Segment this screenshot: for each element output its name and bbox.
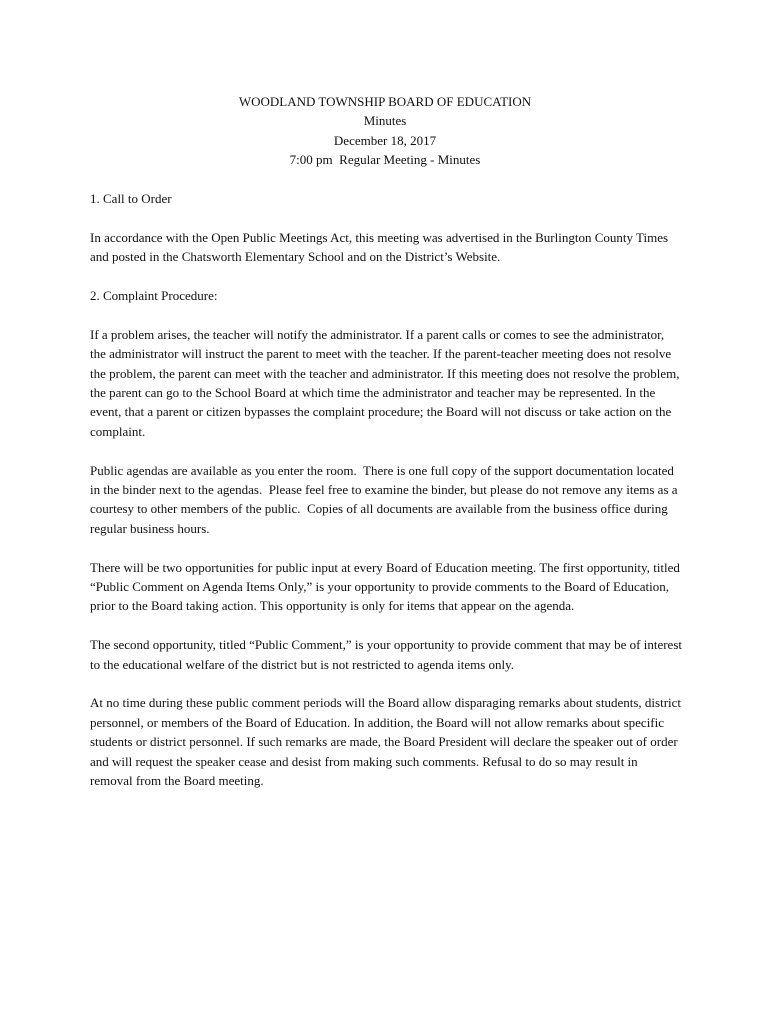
meeting-title: 7:00 pm Regular Meeting - Minutes bbox=[289, 152, 481, 168]
public-agendas-paragraph: Public agendas are available as you enter the room. There is one full copy of the support documentation located in the binder next to the agendas. Please feel free to examine the binder, but please do not remove any items as a courtesy to other members of the public. Copies of all documents are available from the business office during regular business hours. bbox=[90, 462, 681, 536]
disparaging-remarks-paragraph: At no time during these public comment periods will the Board allow disparaging remarks about students, district personnel, or members of the Board of Education. In addition, the Board will not allow remarks about specific students or district personnel. If such remarks are made, the Board President will declare the speaker out of order and will request the speaker cease and desist from making such comments. Refusal to do so may result in removal from the Board meeting. bbox=[90, 695, 682, 789]
meeting-date: December 18, 2017 bbox=[333, 132, 437, 148]
public-input-paragraph: There will be two opportunities for public input at every Board of Education meeting. The first opportunity, titled “Public Comment on Agenda Items Only,” is your opportunity to provide comments to the Board of Education, prior to the Board taking action. This opportunity is only for items that appear on the agenda. bbox=[90, 559, 680, 614]
organization-title: WOODLAND TOWNSHIP BOARD OF EDUCATION bbox=[238, 94, 532, 109]
document-header bbox=[90, 92, 680, 170]
call-to-order-paragraph: In accordance with the Open Public Meetings Act, this meeting was advertised in the Burlington County Times and posted in the Chatsworth Elementary School and on the District’s Website. bbox=[90, 229, 669, 265]
complaint-procedure-paragraph: If a problem arises, the teacher will notify the administrator. If a parent calls or comes to see the administrator, the administrator will instruct the parent to meet with the teacher. If the parent-teacher meeting does not resolve the problem, the parent can meet with the teacher and administrator. If this meeting does not resolve the problem, the parent can go to the School Board at which time the administrator and teacher may be represented. In the event, that a parent or citizen bypasses the complaint procedure; the Board will not discuss or take action on the complaint. bbox=[90, 326, 680, 439]
document-body bbox=[90, 189, 682, 810]
second-opportunity-paragraph: The second opportunity, titled “Public Comment,” is your opportunity to provide comment that may be of interest to the educational welfare of the district but is not restricted to agenda items only. bbox=[90, 637, 682, 672]
document-type: Minutes bbox=[363, 113, 407, 129]
call-to-order-heading: 1. Call to Order bbox=[90, 191, 172, 206]
complaint-procedure-heading: 2. Complaint Procedure: bbox=[90, 288, 218, 303]
